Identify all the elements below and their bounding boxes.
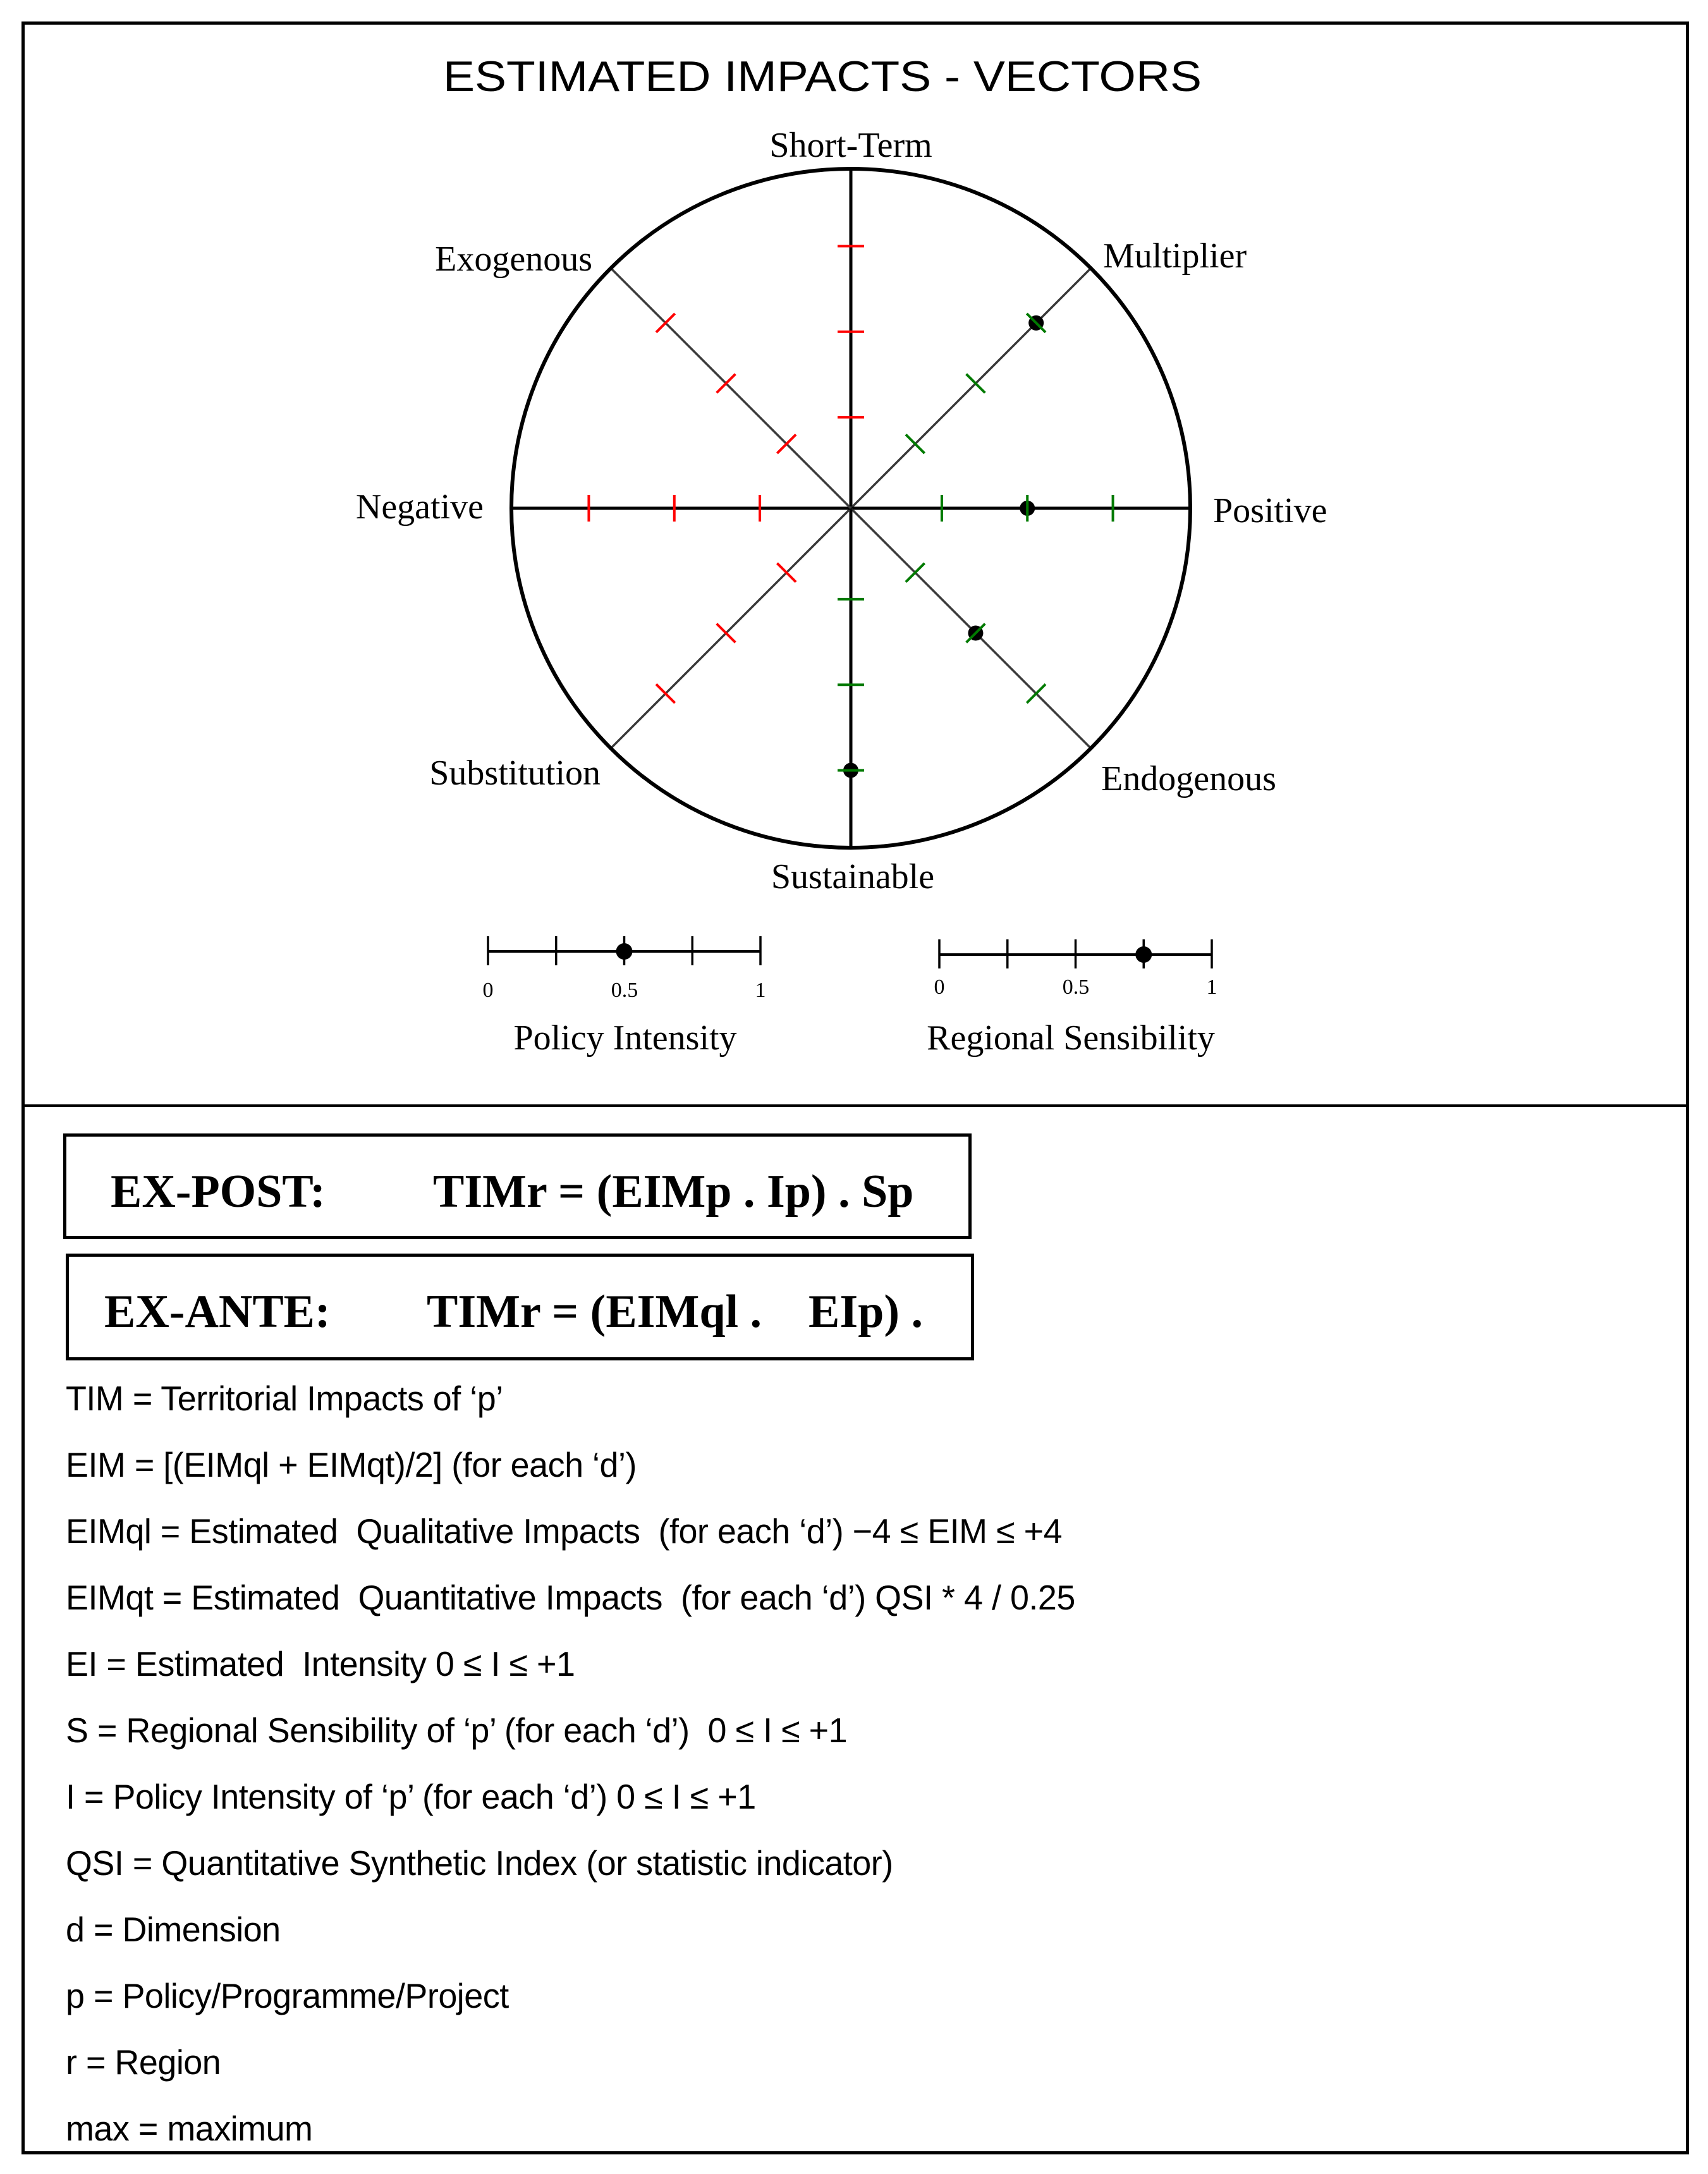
definition-eim: EIM = [(EIMql + EIMqt)/2] (for each ‘d’) [66,1445,637,1484]
regional-sensibility-axis [939,939,1212,968]
ex-ante-expression: TIMr = (EIMql . EIp) . [427,1286,923,1338]
axes-layer [511,169,1190,848]
diagram-title: ESTIMATED IMPACTS - VECTORS [443,52,1202,101]
axis-label-substitution: Substitution [429,754,601,793]
definition-p: p = Policy/Programme/Project [66,1976,509,2015]
ex-post-formula-box [63,1133,972,1239]
ex-ante-label: EX-ANTE: [104,1286,331,1338]
regional-sensibility-min: 0 [934,975,945,999]
definition-max: max = maximum [66,2109,313,2148]
scale-value-marker [1135,946,1152,963]
axis-label-positive: Positive [1213,491,1327,530]
definition-ei: EI = Estimated Intensity 0 ≤ I ≤ +1 [66,1644,575,1683]
definition-s: S = Regional Sensibility of ‘p’ (for each ‘d’) 0 ≤ I ≤ +1 [66,1711,848,1750]
axis-label-multiplier: Multiplier [1103,236,1247,276]
scale-value-marker [616,943,633,960]
ex-post-label: EX-POST: [111,1166,326,1218]
definition-eimqt: EIMqt = Estimated Quantitative Impacts (for each ‘d’) QSI * 4 / 0.25 [66,1578,1075,1617]
axis-line-substitution [611,508,851,748]
definition-d: d = Dimension [66,1910,281,1949]
axis-label-endogenous: Endogenous [1101,759,1276,798]
definition-r: r = Region [66,2043,221,2082]
ex-post-expression: TIMr = (EIMp . Ip) . Sp [433,1166,914,1218]
definition-eimql: EIMql = Estimated Qualitative Impacts (for each ‘d’) −4 ≤ EIM ≤ +4 [66,1511,1063,1551]
axis-label-short-term: Short-Term [769,126,932,165]
regional-sensibility-max: 1 [1206,975,1217,999]
points-layer [838,314,1046,778]
ex-ante-formula-box [66,1254,974,1360]
axis-label-exogenous: Exogenous [435,240,592,279]
policy-intensity-mid: 0.5 [611,979,638,1002]
axis-label-negative: Negative [355,487,484,527]
regional-sensibility-scale [927,939,1217,1058]
definition-i: I = Policy Intensity of ‘p’ (for each ‘d’) 0 ≤ I ≤ +1 [66,1777,756,1816]
section-divider [21,1104,1689,1107]
policy-intensity-axis [488,936,760,965]
policy-intensity-max: 1 [755,979,766,1002]
regional-sensibility-title: Regional Sensibility [927,1018,1215,1058]
policy-intensity-title: Policy Intensity [513,1018,737,1058]
definition-tim: TIM = Territorial Impacts of ‘p’ [66,1379,503,1418]
regional-sensibility-mid: 0.5 [1062,975,1090,999]
axis-label-sustainable: Sustainable [771,857,935,896]
definition-qsi: QSI = Quantitative Synthetic Index (or statistic indicator) [66,1843,893,1883]
policy-intensity-min: 0 [482,979,494,1002]
policy-intensity-scale [483,936,766,1058]
definitions-list [66,1365,1095,2162]
axis-line-multiplier [851,268,1091,508]
axis-line-exogenous [611,268,851,508]
